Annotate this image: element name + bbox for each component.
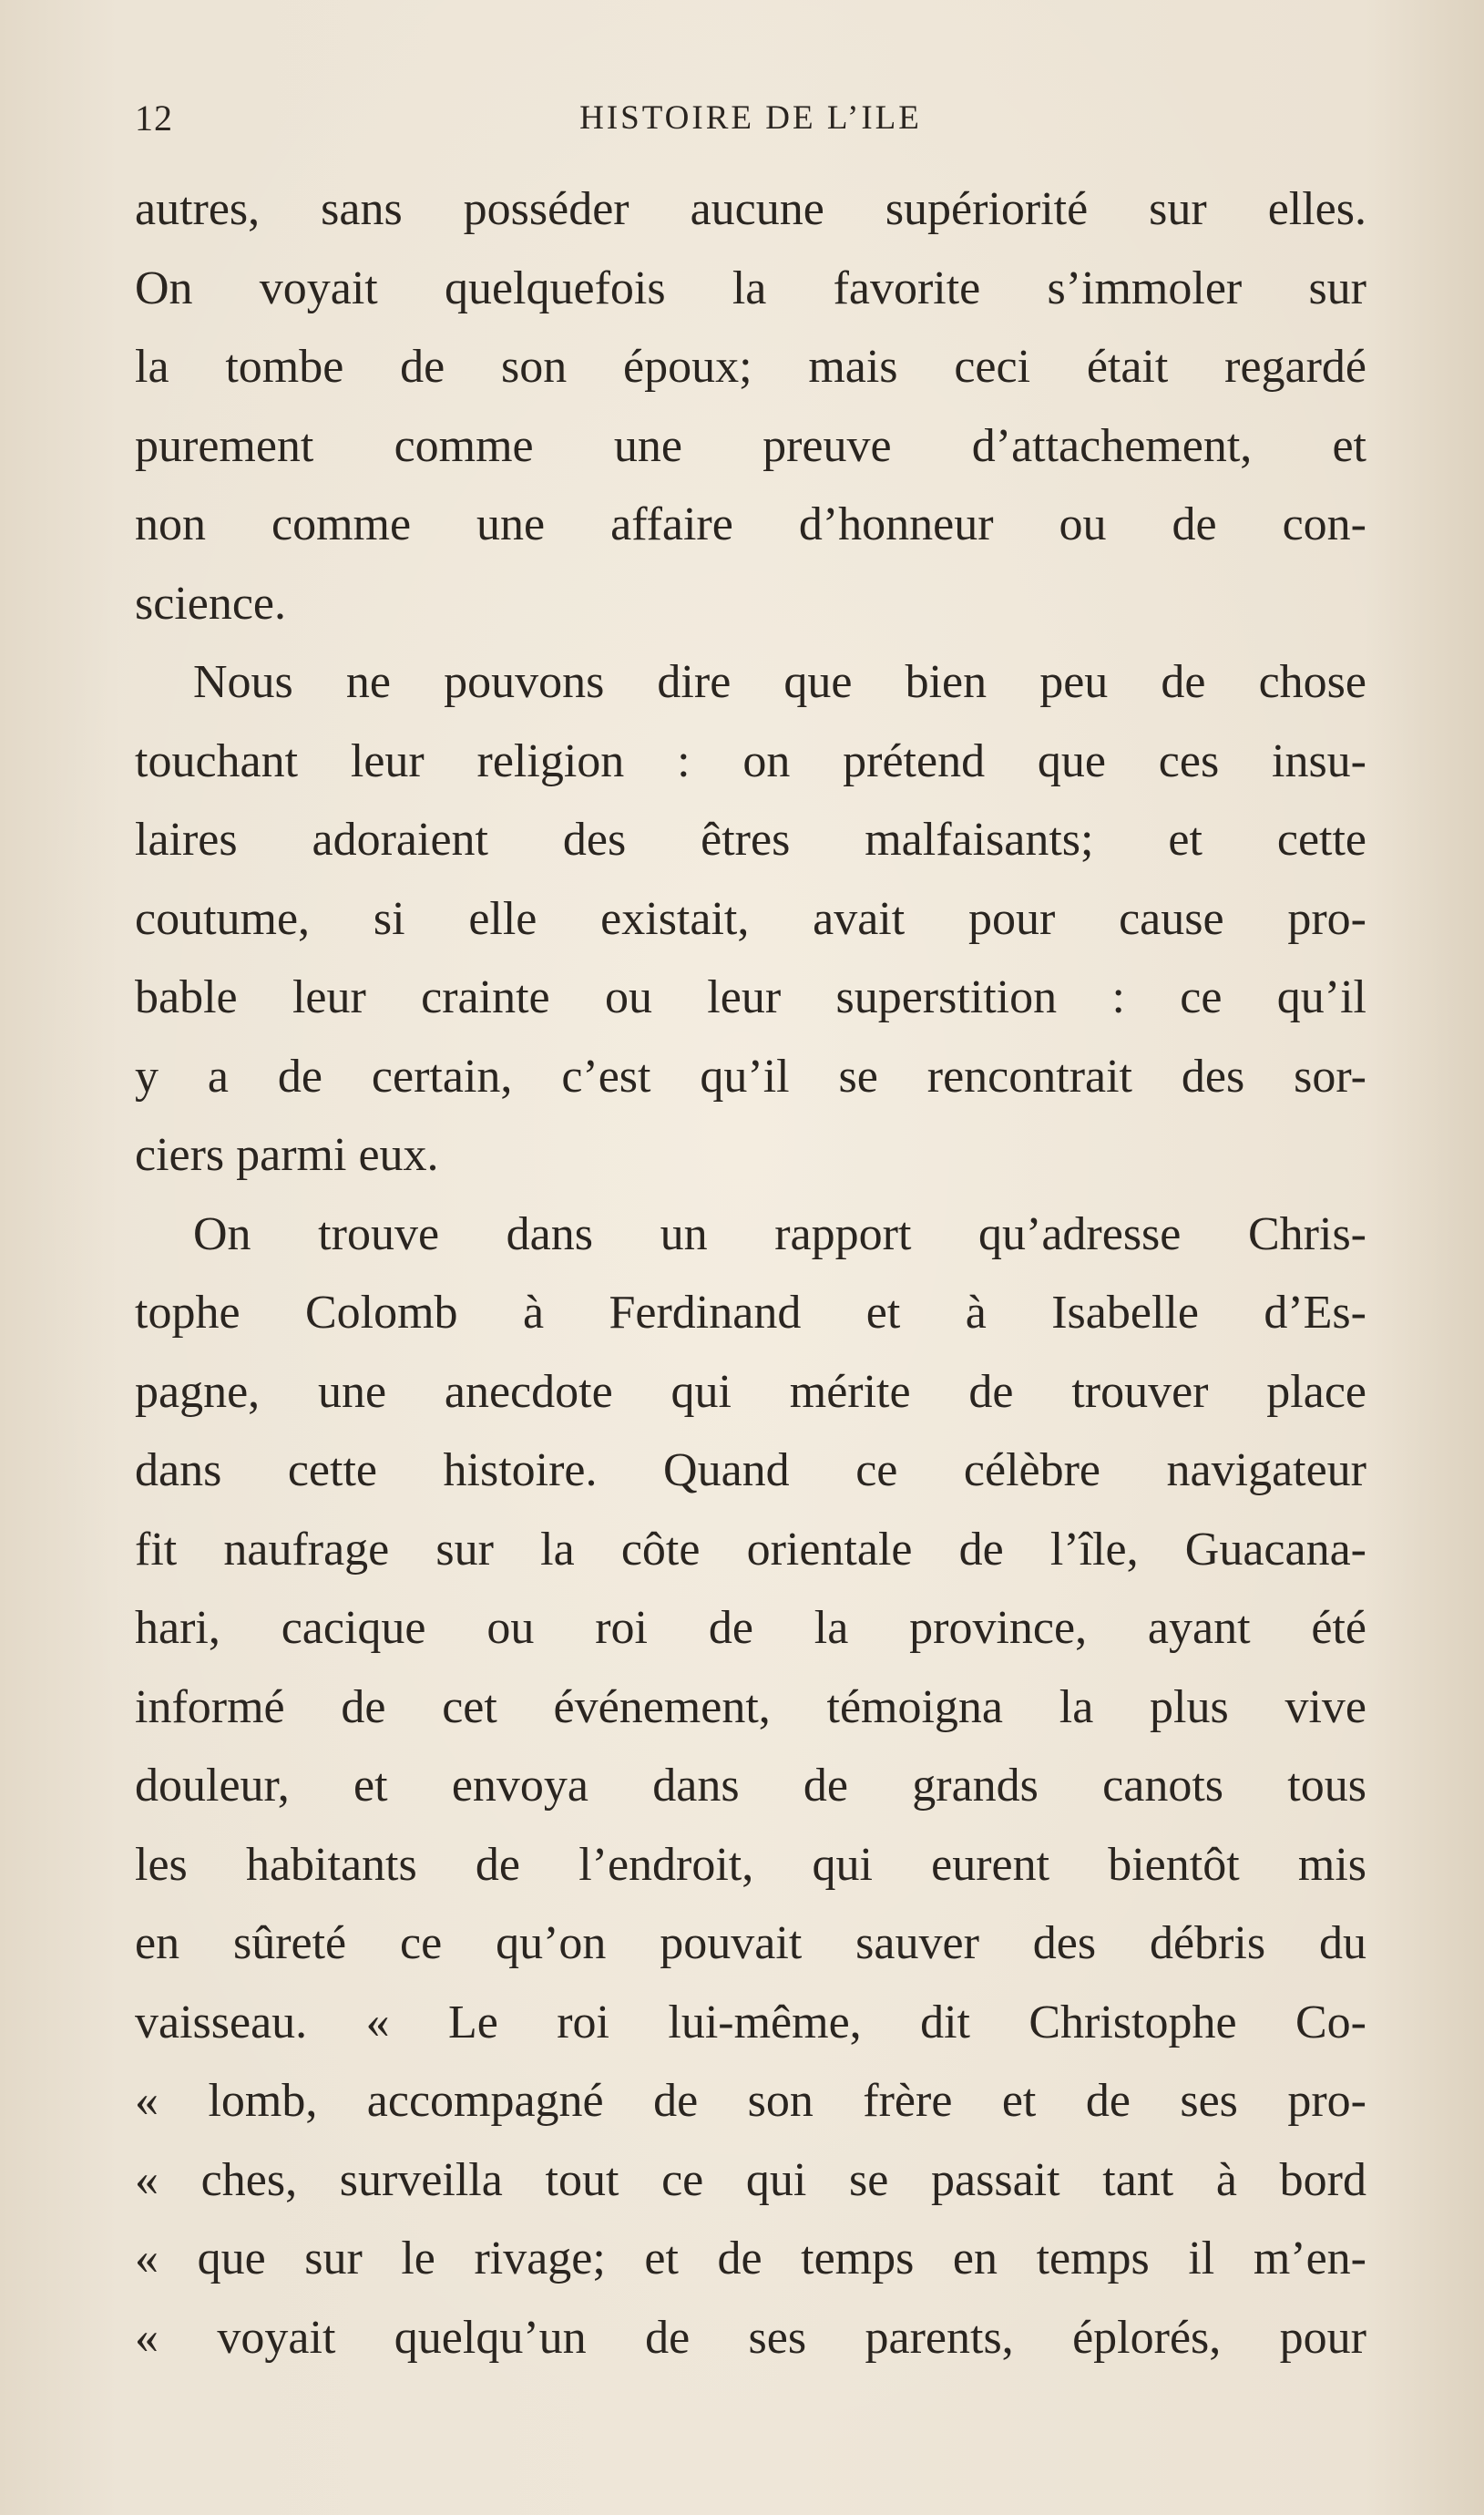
text-line: la tombe de son époux; mais ceci était regardé bbox=[135, 341, 1366, 393]
text-line: vaisseau. « Le roi lui-même, dit Christophe Co- bbox=[135, 1996, 1366, 2048]
text-line: laires adoraient des êtres malfaisants; et cette bbox=[135, 814, 1366, 866]
paragraph bbox=[135, 1196, 1366, 2378]
running-title: HISTOIRE DE L’ILE bbox=[579, 99, 922, 137]
paragraph bbox=[135, 170, 1366, 643]
text-line: hari, cacique ou roi de la province, ayant été bbox=[135, 1602, 1366, 1654]
text-line: douleur, et envoya dans de grands canots tous bbox=[135, 1760, 1366, 1812]
text-line: « lomb, accompagné de son frère et de ses pro- bbox=[135, 2075, 1366, 2127]
text-line: ciers parmi eux. bbox=[135, 1129, 439, 1181]
text-line: non comme une affaire d’honneur ou de con- bbox=[135, 498, 1366, 550]
text-line: pagne, une anecdote qui mérite de trouver place bbox=[135, 1365, 1366, 1418]
text-line: science. bbox=[135, 577, 287, 630]
text-line: tophe Colomb à Ferdinand et à Isabelle d’Es- bbox=[135, 1287, 1366, 1339]
text-line: « ches, surveilla tout ce qui se passait tant à bord bbox=[135, 2153, 1366, 2206]
text-line: autres, sans posséder aucune supériorité sur elles. bbox=[135, 183, 1366, 235]
paragraph bbox=[135, 643, 1366, 1196]
text-line: bable leur crainte ou leur superstition : ce qu’il bbox=[135, 971, 1366, 1023]
body-text bbox=[135, 170, 1366, 2377]
text-line: « que sur le rivage; et de temps en temps il m’en- bbox=[135, 2233, 1366, 2284]
text-line: Nous ne pouvons dire que bien peu de chose bbox=[193, 656, 1366, 708]
text-line: purement comme une preuve d’attachement, et bbox=[135, 419, 1366, 472]
text-line: y a de certain, c’est qu’il se rencontrait des sor- bbox=[135, 1050, 1366, 1103]
text-line: « voyait quelqu’un de ses parents, éplorés, pour bbox=[135, 2311, 1366, 2364]
text-line: dans cette histoire. Quand ce célèbre navigateur bbox=[135, 1444, 1366, 1496]
page-number: 12 bbox=[135, 98, 173, 139]
text-line: On trouve dans un rapport qu’adresse Chris- bbox=[193, 1207, 1366, 1260]
text-line: les habitants de l’endroit, qui eurent bientôt mis bbox=[135, 1838, 1366, 1891]
text-line: fit naufrage sur la côte orientale de l’île, Guacana- bbox=[135, 1523, 1366, 1576]
page-header bbox=[135, 91, 1366, 146]
text-line: On voyait quelquefois la favorite s’immoler sur bbox=[135, 262, 1366, 314]
text-line: touchant leur religion : on prétend que ces insu- bbox=[135, 734, 1366, 787]
text-line: en sûreté ce qu’on pouvait sauver des débris du bbox=[135, 1917, 1366, 1969]
text-line: coutume, si elle existait, avait pour cause pro- bbox=[135, 892, 1366, 945]
text-line: informé de cet événement, témoigna la plus vive bbox=[135, 1680, 1366, 1733]
